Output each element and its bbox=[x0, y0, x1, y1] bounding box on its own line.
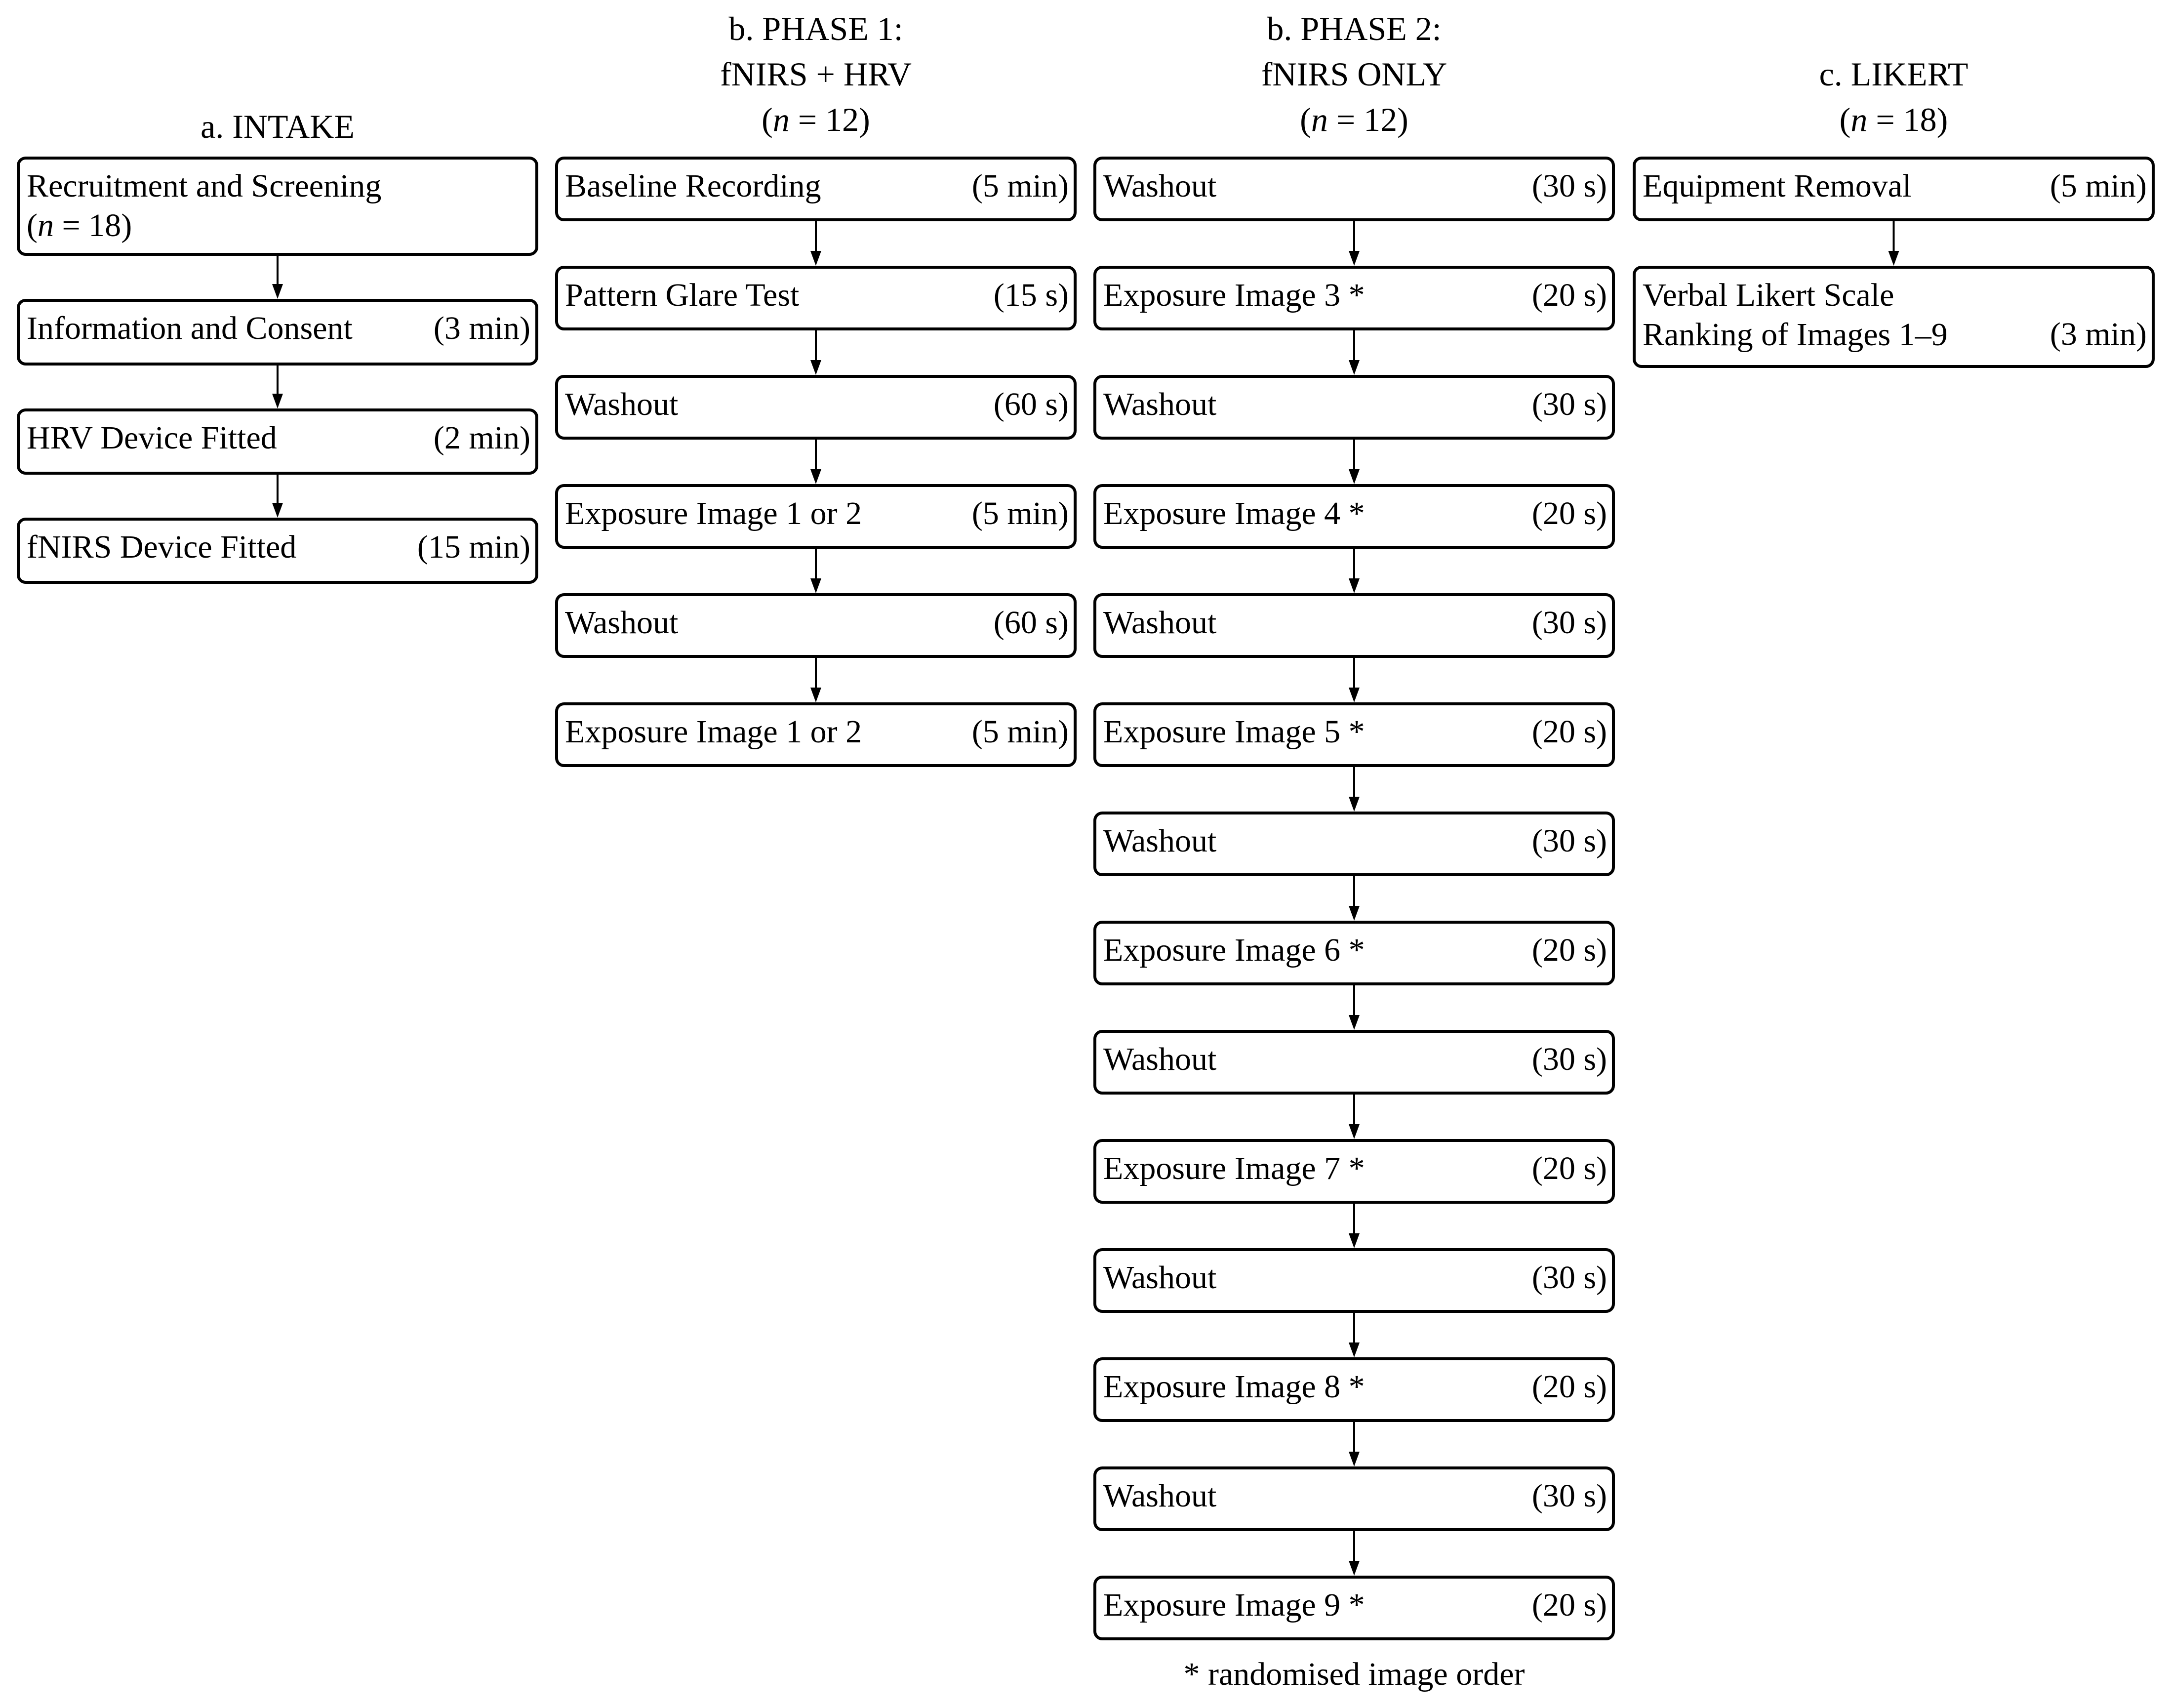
column-title-phase1 bbox=[555, 6, 1077, 142]
step-duration: (30 s) bbox=[1531, 1478, 1607, 1514]
footnote: * randomised image order bbox=[1183, 1656, 1525, 1692]
column-title-line: a. INTAKE bbox=[201, 108, 355, 145]
step-box bbox=[555, 593, 1077, 658]
step-duration: (15 min) bbox=[417, 529, 530, 565]
step-box bbox=[1633, 266, 2155, 368]
step-label: Recruitment and Screening bbox=[27, 168, 382, 204]
step-label: Baseline Recording bbox=[565, 168, 821, 204]
step-box bbox=[555, 157, 1077, 221]
arrow-down-icon bbox=[1349, 1422, 1360, 1466]
step-label: Ranking of Images 1–9 bbox=[1643, 317, 1948, 353]
step-box bbox=[1093, 812, 1615, 876]
step-box bbox=[1093, 1030, 1615, 1095]
step-duration: (20 s) bbox=[1531, 1150, 1607, 1186]
step-label: Washout bbox=[1103, 386, 1217, 422]
step-label: Exposure Image 4 * bbox=[1103, 495, 1365, 531]
step-duration: (20 s) bbox=[1531, 1369, 1607, 1405]
step-duration: (5 min) bbox=[971, 714, 1069, 750]
step-label: Exposure Image 6 * bbox=[1103, 932, 1365, 968]
step-label: Washout bbox=[1103, 823, 1217, 859]
step-duration: (30 s) bbox=[1531, 1260, 1607, 1296]
step-duration: (20 s) bbox=[1531, 714, 1607, 750]
step-duration: (60 s) bbox=[993, 605, 1069, 641]
step-box bbox=[1093, 1139, 1615, 1204]
arrow-down-icon bbox=[1349, 440, 1360, 484]
step-box bbox=[1633, 157, 2155, 221]
arrow-down-icon bbox=[272, 366, 283, 408]
arrow-down-icon bbox=[1349, 1531, 1360, 1576]
step-label: Exposure Image 1 or 2 bbox=[565, 714, 862, 750]
step-label: fNIRS Device Fitted bbox=[27, 529, 297, 565]
step-label: Exposure Image 5 * bbox=[1103, 714, 1365, 750]
step-box bbox=[1093, 1248, 1615, 1313]
column-title-intake bbox=[17, 104, 538, 149]
column-title-line: (n = 12) bbox=[762, 101, 870, 138]
column-title-line: fNIRS ONLY bbox=[1261, 55, 1447, 93]
step-duration: (20 s) bbox=[1531, 495, 1607, 531]
step-duration: (30 s) bbox=[1531, 605, 1607, 641]
step-box bbox=[1093, 593, 1615, 658]
step-duration: (60 s) bbox=[993, 386, 1069, 422]
arrow-down-icon bbox=[1889, 221, 1899, 266]
arrow-down-icon bbox=[810, 440, 821, 484]
step-duration: (20 s) bbox=[1531, 277, 1607, 313]
step-duration: (5 min) bbox=[971, 168, 1069, 204]
arrow-down-icon bbox=[1349, 985, 1360, 1030]
step-duration: (3 min) bbox=[2049, 316, 2147, 352]
step-label: Washout bbox=[1103, 1478, 1217, 1514]
column-title-line: b. PHASE 1: bbox=[728, 10, 903, 47]
step-box bbox=[555, 266, 1077, 330]
step-duration: (2 min) bbox=[433, 420, 530, 456]
arrow-down-icon bbox=[1349, 1095, 1360, 1139]
column-title-likert bbox=[1633, 51, 2155, 142]
arrow-down-icon bbox=[810, 221, 821, 266]
arrow-down-icon bbox=[810, 330, 821, 375]
step-box bbox=[1093, 702, 1615, 767]
arrow-down-icon bbox=[1349, 330, 1360, 375]
step-duration: (20 s) bbox=[1531, 932, 1607, 968]
step-label: Exposure Image 9 * bbox=[1103, 1587, 1365, 1623]
arrow-down-icon bbox=[1349, 658, 1360, 702]
step-label: Washout bbox=[565, 605, 679, 641]
step-label: Washout bbox=[1103, 605, 1217, 641]
column-title-line: c. LIKERT bbox=[1819, 55, 1969, 93]
step-box bbox=[555, 702, 1077, 767]
step-box bbox=[1093, 921, 1615, 985]
step-box bbox=[17, 408, 538, 475]
step-box bbox=[1093, 157, 1615, 221]
step-duration: (5 min) bbox=[971, 495, 1069, 531]
step-duration: (30 s) bbox=[1531, 823, 1607, 859]
step-label: Washout bbox=[1103, 168, 1217, 204]
step-label: Exposure Image 7 * bbox=[1103, 1150, 1365, 1186]
step-duration: (30 s) bbox=[1531, 1041, 1607, 1077]
step-duration: (3 min) bbox=[433, 310, 530, 346]
step-label: (n = 18) bbox=[27, 207, 132, 244]
step-duration: (30 s) bbox=[1531, 168, 1607, 204]
step-box bbox=[17, 518, 538, 584]
step-label: Verbal Likert Scale bbox=[1643, 277, 1894, 313]
column-title-line: (n = 12) bbox=[1300, 101, 1408, 138]
step-box bbox=[17, 157, 538, 256]
step-label: Information and Consent bbox=[27, 310, 353, 346]
step-duration: (30 s) bbox=[1531, 386, 1607, 422]
step-box bbox=[1093, 266, 1615, 330]
step-duration: (5 min) bbox=[2049, 168, 2147, 204]
arrow-down-icon bbox=[810, 658, 821, 702]
step-label: Exposure Image 8 * bbox=[1103, 1369, 1365, 1405]
step-box bbox=[17, 299, 538, 366]
step-label: Washout bbox=[1103, 1041, 1217, 1077]
step-label: Washout bbox=[565, 386, 679, 422]
step-duration: (15 s) bbox=[993, 277, 1069, 313]
step-duration: (20 s) bbox=[1531, 1587, 1607, 1623]
step-box bbox=[555, 484, 1077, 549]
step-box bbox=[555, 375, 1077, 440]
column-title-line: (n = 18) bbox=[1839, 101, 1948, 138]
column-title-phase2 bbox=[1093, 6, 1615, 142]
step-box bbox=[1093, 375, 1615, 440]
step-label: Exposure Image 3 * bbox=[1103, 277, 1365, 313]
arrow-down-icon bbox=[1349, 1204, 1360, 1248]
arrow-down-icon bbox=[272, 475, 283, 518]
step-label: HRV Device Fitted bbox=[27, 420, 277, 456]
step-box bbox=[1093, 1357, 1615, 1422]
step-label: Equipment Removal bbox=[1643, 168, 1912, 204]
step-label: Pattern Glare Test bbox=[565, 277, 800, 313]
step-label: Exposure Image 1 or 2 bbox=[565, 495, 862, 531]
arrow-down-icon bbox=[272, 256, 283, 299]
step-label: Washout bbox=[1103, 1260, 1217, 1296]
step-box bbox=[1093, 1466, 1615, 1531]
arrow-down-icon bbox=[1349, 549, 1360, 593]
arrow-down-icon bbox=[810, 549, 821, 593]
arrow-down-icon bbox=[1349, 1313, 1360, 1357]
step-box bbox=[1093, 484, 1615, 549]
arrow-down-icon bbox=[1349, 767, 1360, 812]
column-title-line: b. PHASE 2: bbox=[1267, 10, 1442, 47]
arrow-down-icon bbox=[1349, 876, 1360, 921]
step-box bbox=[1093, 1576, 1615, 1640]
arrow-down-icon bbox=[1349, 221, 1360, 266]
column-title-line: fNIRS + HRV bbox=[720, 55, 912, 93]
